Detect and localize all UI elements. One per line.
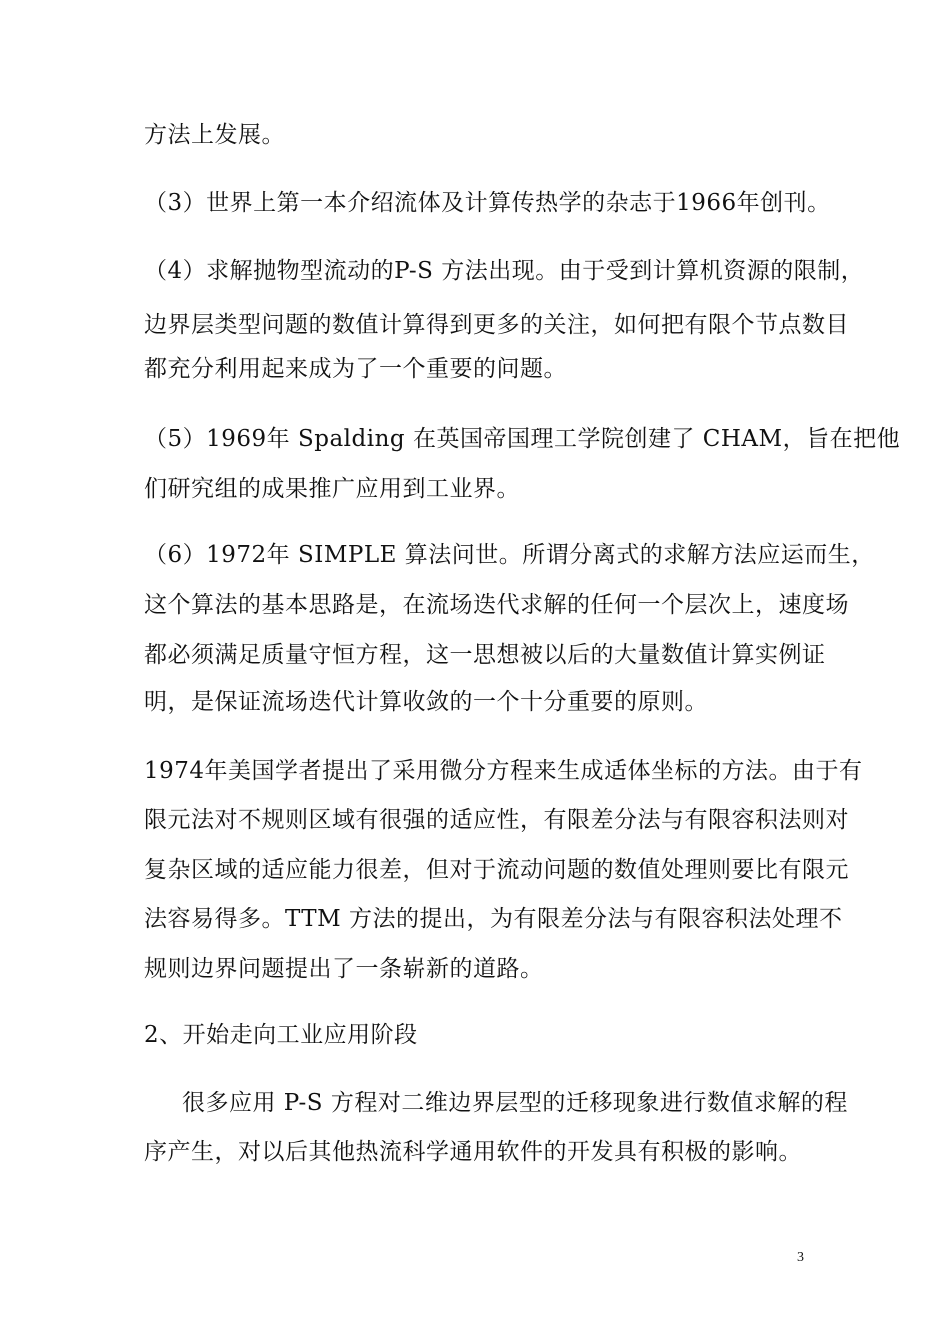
paragraph-line: 边界层类型问题的数值计算得到更多的关注，如何把有限个节点数目 <box>144 312 849 338</box>
paragraph-line: 都必须满足质量守恒方程，这一思想被以后的大量数值计算实例证 <box>144 642 826 668</box>
section-heading: 2、开始走向工业应用阶段 <box>144 1022 418 1048</box>
paragraph-line: 1974年美国学者提出了采用微分方程来生成适体坐标的方法。由于有 <box>144 758 863 784</box>
paragraph-line: 复杂区域的适应能力很差，但对于流动问题的数值处理则要比有限元 <box>144 857 849 883</box>
paragraph-line: 这个算法的基本思路是，在流场迭代求解的任何一个层次上，速度场 <box>144 592 849 618</box>
paragraph-line: 法容易得多。TTM 方法的提出，为有限差分法与有限容积法处理不 <box>144 906 843 932</box>
paragraph-line: 很多应用 P-S 方程对二维边界层型的迁移现象进行数值求解的程 <box>182 1090 848 1116</box>
paragraph-line: 序产生，对以后其他热流科学通用软件的开发具有积极的影响。 <box>144 1139 802 1165</box>
paragraph-line: （4）求解抛物型流动的P-S 方法出现。由于受到计算机资源的限制， <box>144 258 865 284</box>
paragraph-line: （5）1969年 Spalding 在英国帝国理工学院创建了 CHAM，旨在把他 <box>144 426 901 452</box>
page-number: 3 <box>797 1250 804 1265</box>
paragraph-line: （6）1972年 SIMPLE 算法问世。所谓分离式的求解方法应运而生， <box>144 542 875 568</box>
paragraph-line: 限元法对不规则区域有很强的适应性，有限差分法与有限容积法则对 <box>144 807 849 833</box>
paragraph-line: （3）世界上第一本介绍流体及计算传热学的杂志于1966年创刊。 <box>144 190 831 216</box>
paragraph-line: 规则边界问题提出了一条崭新的道路。 <box>144 956 544 982</box>
paragraph-line: 方法上发展。 <box>144 122 285 148</box>
paragraph-line: 们研究组的成果推广应用到工业界。 <box>144 476 520 502</box>
paragraph-line: 明，是保证流场迭代计算收敛的一个十分重要的原则。 <box>144 689 708 715</box>
paragraph-line: 都充分利用起来成为了一个重要的问题。 <box>144 356 567 382</box>
